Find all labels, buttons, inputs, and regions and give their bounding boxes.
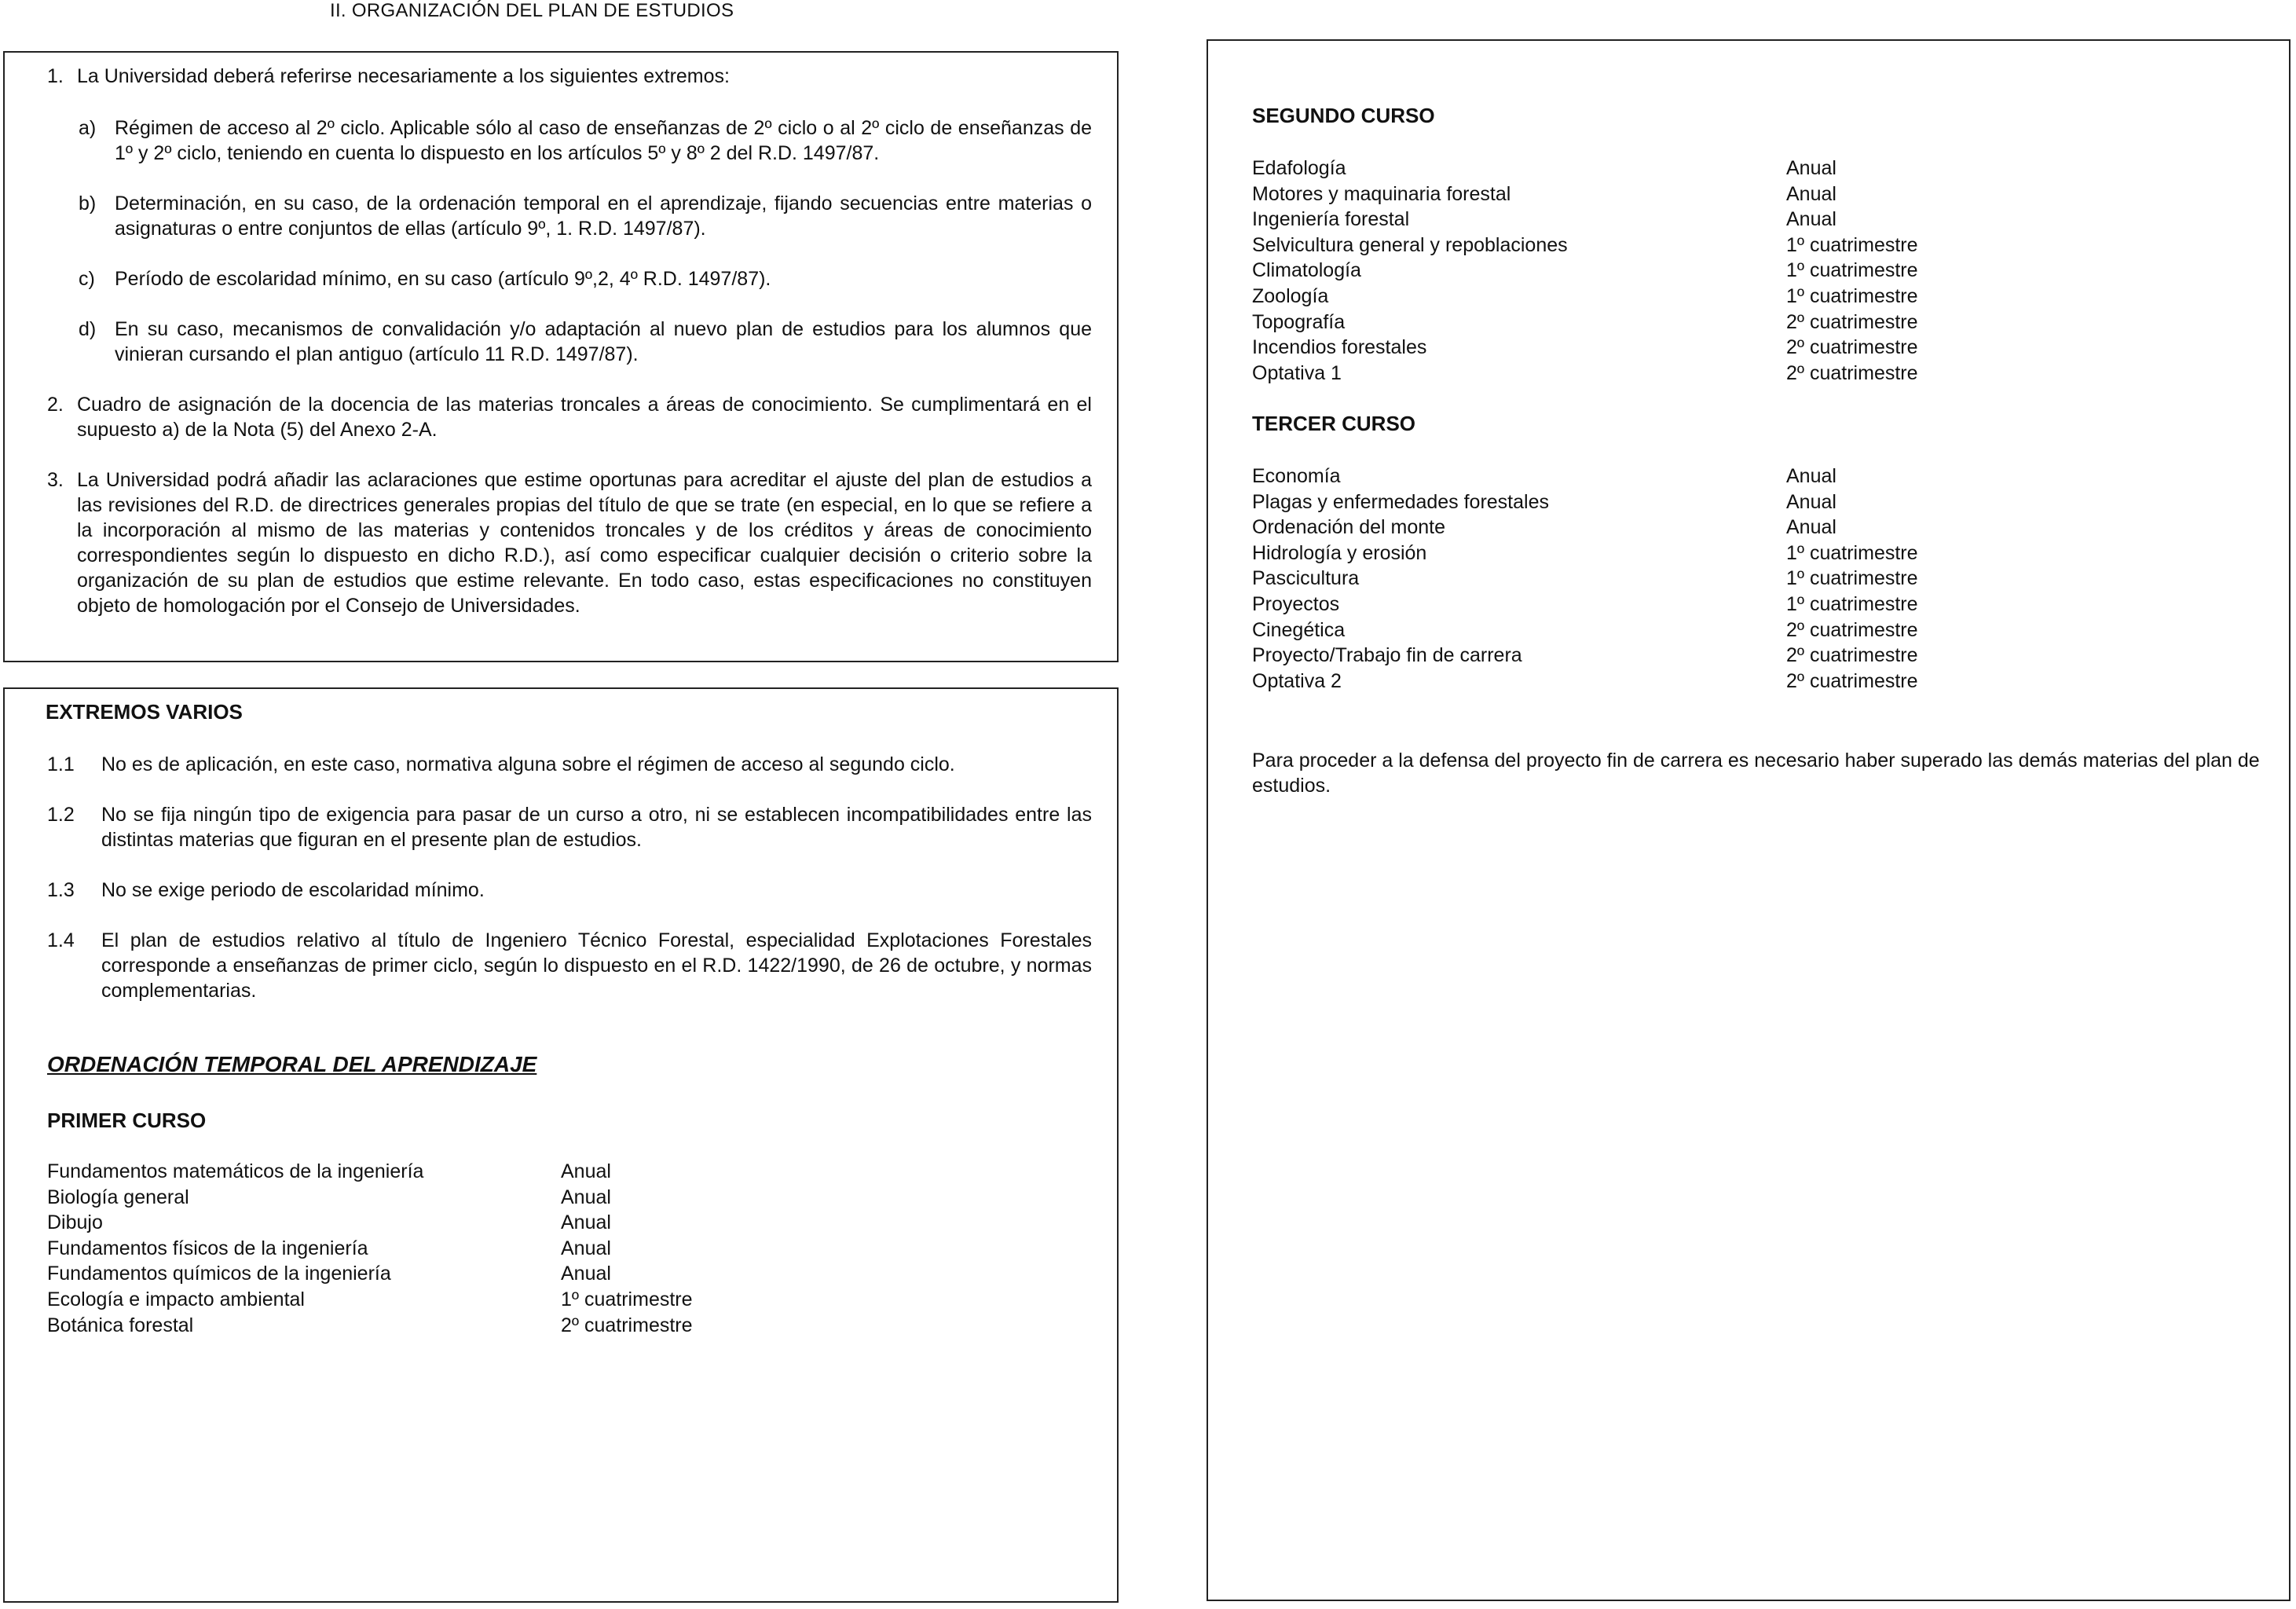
course-duration: Anual <box>561 1160 611 1182</box>
course-duration: Anual <box>1786 465 1836 487</box>
course-row <box>1252 361 2116 387</box>
course-row <box>47 1313 911 1339</box>
course-duration: 2º cuatrimestre <box>1786 618 1918 641</box>
item-text: Cuadro de asignación de la docencia de las materias troncales a áreas de conocimiento. Se cumplimentará en el supuesto a) de la Nota (5) del Anexo 2-A. <box>77 394 1092 441</box>
item-number: 1.3 <box>47 879 75 901</box>
course-subject: Proyecto/Trabajo fin de carrera <box>1252 644 1522 667</box>
course-row <box>1252 515 2116 541</box>
course-row <box>1252 541 2116 566</box>
course-row <box>1252 618 2116 643</box>
course-subject: Edafología <box>1252 157 1346 179</box>
courses-box <box>1207 39 2291 1601</box>
course-duration: Anual <box>561 1237 611 1259</box>
page-title: II. ORGANIZACIÓN DEL PLAN DE ESTUDIOS <box>330 0 734 21</box>
course-duration: 2º cuatrimestre <box>1786 310 1918 333</box>
item-number: 1.2 <box>47 804 75 826</box>
sub-item-text: En su caso, mecanismos de convalidación y/o adaptación al nuevo plan de estudios para los alumnos que vinieran cursando el plan antiguo (artículo 11 R.D. 1497/87). <box>115 318 1092 365</box>
course-subject: Selvicultura general y repoblaciones <box>1252 233 1568 256</box>
tercer-curso-heading: TERCER CURSO <box>1252 412 1416 435</box>
course-subject: Cinegética <box>1252 618 1346 641</box>
course-subject: Topografía <box>1252 310 1346 333</box>
course-row <box>1252 335 2116 361</box>
segundo-curso-heading: SEGUNDO CURSO <box>1252 104 1435 127</box>
course-subject: Fundamentos físicos de la ingeniería <box>47 1237 368 1259</box>
course-duration: 1º cuatrimestre <box>1786 284 1918 307</box>
course-subject: Economía <box>1252 465 1341 487</box>
segundo-curso-table <box>1252 156 2116 386</box>
course-duration: 2º cuatrimestre <box>1786 361 1918 384</box>
primer-curso-heading: PRIMER CURSO <box>47 1109 207 1132</box>
course-subject: Climatología <box>1252 259 1361 282</box>
course-duration: 1º cuatrimestre <box>1786 592 1918 615</box>
course-row <box>47 1236 911 1262</box>
course-duration: Anual <box>561 1186 611 1208</box>
course-duration: 1º cuatrimestre <box>1786 233 1918 256</box>
course-subject: Ecología e impacto ambiental <box>47 1288 305 1310</box>
course-subject: Incendios forestales <box>1252 336 1427 359</box>
defensa-note: Para proceder a la defensa del proyecto fin de carrera es necesario haber superado las demás materias del plan de estudios. <box>1252 750 2260 797</box>
course-subject: Botánica forestal <box>47 1314 194 1336</box>
item-number: 1. <box>47 65 64 87</box>
item-text: No es de aplicación, en este caso, normativa alguna sobre el régimen de acceso al segundo ciclo. <box>101 753 955 775</box>
item-number: 1.4 <box>47 929 75 951</box>
course-subject: Hidrología y erosión <box>1252 541 1427 564</box>
ordenacion-heading: ORDENACIÓN TEMPORAL DEL APRENDIZAJE <box>47 1052 537 1076</box>
course-row <box>1252 643 2116 669</box>
course-subject: Ordenación del monte <box>1252 516 1445 539</box>
course-row <box>1252 181 2116 207</box>
item-text: El plan de estudios relativo al título de Ingeniero Técnico Forestal, especialidad Explotaciones Forestales corresponde a enseñanzas de primer ciclo, según lo dispuesto en el R.D. 1422/1990, de 26 de octubre, y normas complementarias. <box>101 929 1092 1002</box>
course-duration: Anual <box>1786 182 1836 205</box>
course-subject: Zoología <box>1252 284 1329 307</box>
primer-curso-table <box>47 1159 911 1338</box>
course-duration: 2º cuatrimestre <box>1786 644 1918 667</box>
course-row <box>47 1210 911 1236</box>
course-duration: Anual <box>1786 208 1836 231</box>
course-subject: Plagas y enfermedades forestales <box>1252 490 1549 513</box>
course-duration: Anual <box>1786 516 1836 539</box>
course-duration: 2º cuatrimestre <box>1786 336 1918 359</box>
item-text: No se exige periodo de escolaridad mínimo. <box>101 879 485 901</box>
course-row <box>47 1185 911 1211</box>
course-row <box>1252 207 2116 233</box>
sub-item-text: Régimen de acceso al 2º ciclo. Aplicable sólo al caso de enseñanzas de 2º ciclo o al 2º ciclo de enseñanzas de 1º y 2º ciclo, teniendo en cuenta lo dispuesto en los artículos 5º y 8º 2 del R.D. 1497/87. <box>115 117 1092 164</box>
course-row <box>47 1159 911 1185</box>
course-duration: 1º cuatrimestre <box>1786 541 1918 564</box>
item-text: La Universidad deberá referirse necesariamente a los siguientes extremos: <box>77 65 730 87</box>
tercer-curso-table <box>1252 464 2116 694</box>
course-duration: Anual <box>561 1263 611 1285</box>
course-subject: Fundamentos químicos de la ingeniería <box>47 1263 391 1285</box>
course-duration: 1º cuatrimestre <box>561 1288 693 1310</box>
sub-item-marker: d) <box>79 318 97 340</box>
course-duration: 1º cuatrimestre <box>1786 567 1918 590</box>
course-duration: 2º cuatrimestre <box>1786 669 1918 692</box>
sub-item-text: Período de escolaridad mínimo, en su caso (artículo 9º,2, 4º R.D. 1497/87). <box>115 268 771 290</box>
course-row <box>1252 156 2116 181</box>
course-row <box>1252 310 2116 335</box>
item-number: 1.1 <box>47 753 75 775</box>
course-row <box>1252 566 2116 592</box>
course-subject: Biología general <box>47 1186 189 1208</box>
course-duration: Anual <box>1786 490 1836 513</box>
course-row <box>47 1261 911 1287</box>
course-duration: 2º cuatrimestre <box>561 1314 693 1336</box>
item-number: 2. <box>47 394 64 416</box>
sub-item-marker: c) <box>79 268 95 290</box>
course-row <box>1252 592 2116 618</box>
extremos-varios-box <box>3 687 1119 1603</box>
course-row <box>1252 669 2116 695</box>
course-row <box>1252 464 2116 489</box>
course-subject: Fundamentos matemáticos de la ingeniería <box>47 1160 424 1182</box>
item-text: No se fija ningún tipo de exigencia para pasar de un curso a otro, ni se establecen incompatibilidades entre las distintas materias que figuran en el presente plan de estudios. <box>101 804 1092 851</box>
course-duration: Anual <box>1786 157 1836 179</box>
course-subject: Ingeniería forestal <box>1252 208 1410 231</box>
course-subject: Optativa 1 <box>1252 361 1342 384</box>
course-subject: Dibujo <box>47 1211 103 1234</box>
course-row <box>1252 233 2116 258</box>
course-duration: 1º cuatrimestre <box>1786 259 1918 282</box>
course-subject: Optativa 2 <box>1252 669 1342 692</box>
course-row <box>1252 258 2116 284</box>
course-subject: Proyectos <box>1252 592 1340 615</box>
item-text: La Universidad podrá añadir las aclaraciones que estime oportunas para acreditar el ajuste del plan de estudios a las revisiones del R.D. de directrices generales propias del título de que se trate (en especial, en lo que se refiere a la incorporación al mismo de las materias y contenidos troncales y de los créditos y áreas de conocimiento correspondientes según lo dispuesto en dicho R.D.), así como especificar cualquier decisión o criterio sobre la organización de su plan de estudios que estime relevante. En todo caso, estas especificaciones no constituyen objeto de homologación por el Consejo de Universidades. <box>77 469 1092 617</box>
course-duration: Anual <box>561 1211 611 1234</box>
instructions-box <box>3 51 1119 662</box>
course-subject: Motores y maquinaria forestal <box>1252 182 1511 205</box>
sub-item-text: Determinación, en su caso, de la ordenación temporal en el aprendizaje, fijando secuencias entre materias o asignaturas o entre conjuntos de ellas (artículo 9º, 1. R.D. 1497/87). <box>115 192 1092 240</box>
sub-item-marker: b) <box>79 192 97 214</box>
item-number: 3. <box>47 469 64 491</box>
course-row <box>1252 489 2116 515</box>
course-row <box>47 1287 911 1313</box>
sub-item-marker: a) <box>79 117 97 139</box>
course-subject: Pascicultura <box>1252 567 1360 590</box>
extremos-heading: EXTREMOS VARIOS <box>46 700 243 724</box>
course-row <box>1252 284 2116 310</box>
